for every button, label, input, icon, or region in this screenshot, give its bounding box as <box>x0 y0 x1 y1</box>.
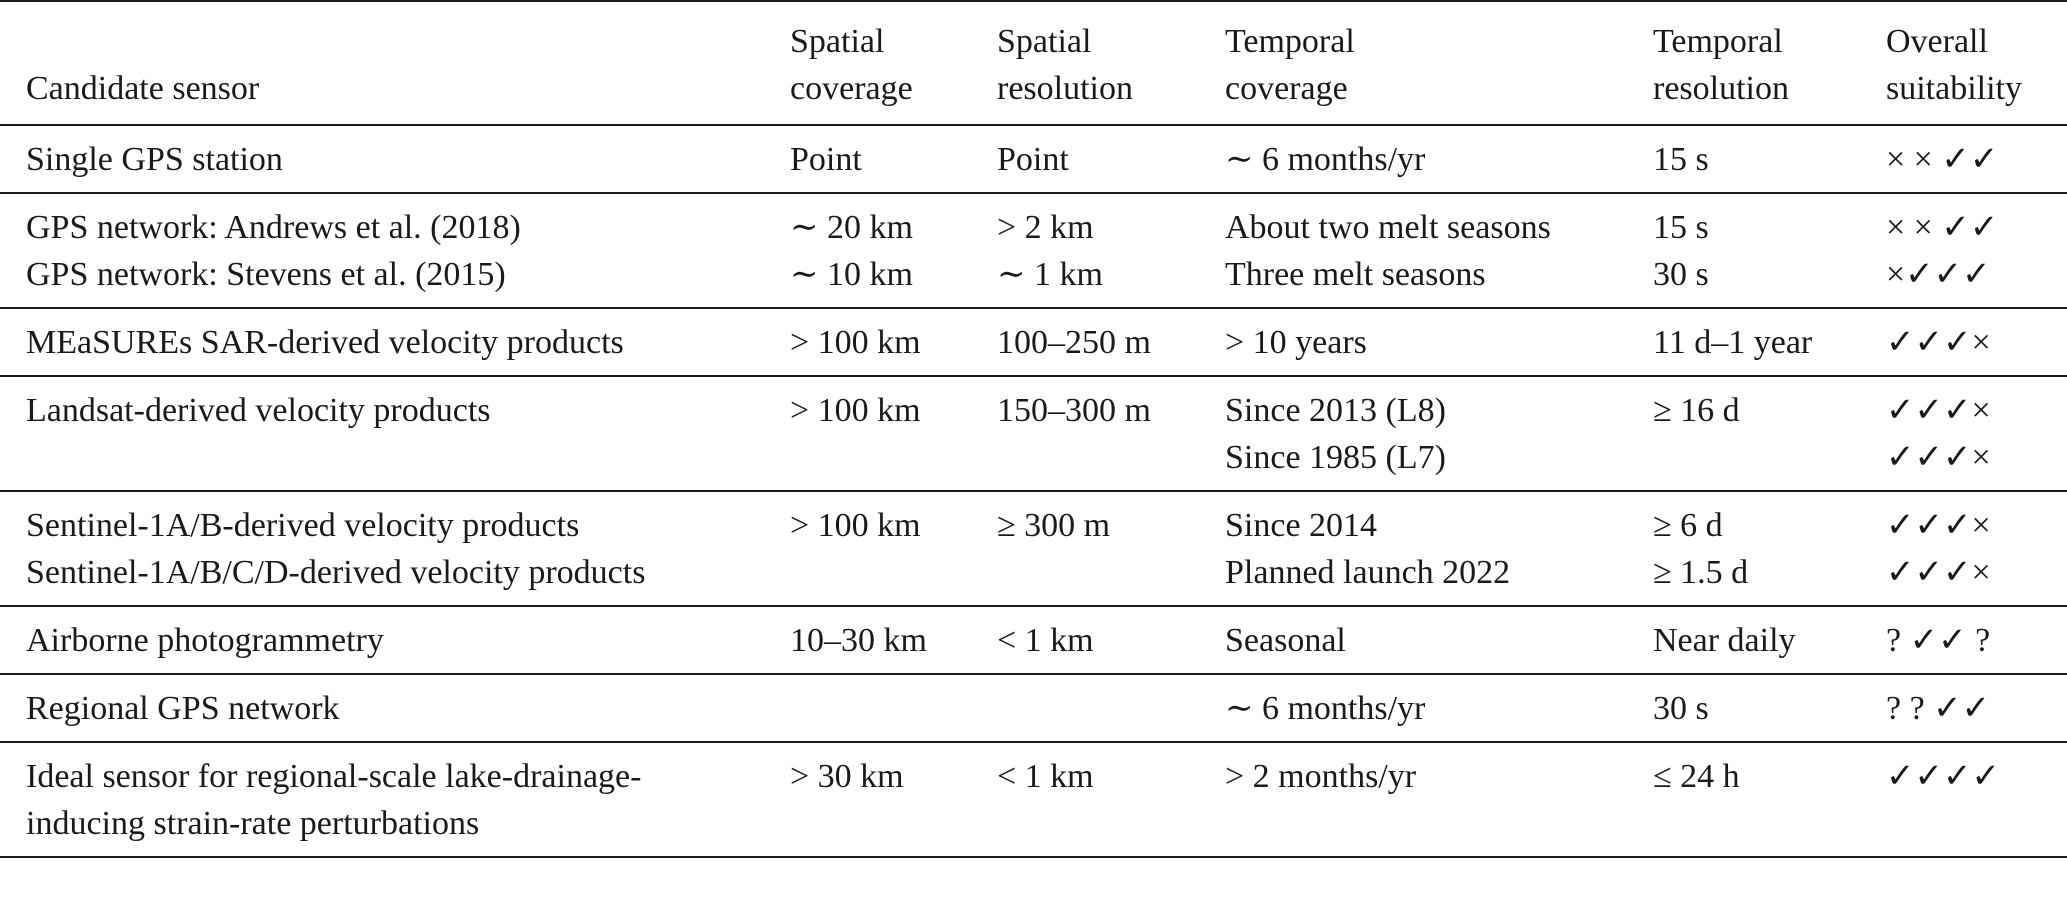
cell-sensor <box>0 125 790 193</box>
cell-line <box>997 549 1225 596</box>
cell-line <box>26 434 790 481</box>
table-row-group <box>0 308 2067 376</box>
cell-line: Seasonal <box>1225 622 1346 659</box>
cell-temporal-resolution <box>1653 193 1886 308</box>
cell-spatial-resolution <box>997 308 1225 376</box>
cell-line: ? ✓✓ ? <box>1886 622 1991 659</box>
cell-line: < 1 km <box>997 622 1094 659</box>
cell-temporal-coverage <box>1225 606 1653 674</box>
cell-line: ✓✓✓× <box>1886 392 1991 429</box>
cell-line: ≥ 16 d <box>1653 392 1740 429</box>
cell-line <box>790 434 997 481</box>
cell-line: > 100 km <box>790 392 921 429</box>
header-line: Temporal <box>1653 23 1783 60</box>
cell-spatial-coverage <box>790 376 997 491</box>
cell-line: Near daily <box>1653 622 1796 659</box>
cell-line: inducing strain-rate perturbations <box>26 805 480 842</box>
cell-temporal-resolution <box>1653 491 1886 606</box>
header-line: coverage <box>790 70 913 107</box>
table-row-group <box>0 491 2067 606</box>
header-line: Overall <box>1886 23 1988 60</box>
cell-suitability <box>1886 674 2067 742</box>
cell-line: ∼ 1 km <box>997 256 1103 293</box>
cell-sensor <box>0 376 790 491</box>
cell-line: ∼ 10 km <box>790 256 913 293</box>
cell-spatial-coverage <box>790 193 997 308</box>
cell-suitability <box>1886 606 2067 674</box>
cell-spatial-resolution <box>997 491 1225 606</box>
table-row-group <box>0 125 2067 193</box>
cell-suitability <box>1886 491 2067 606</box>
header-temporal-coverage <box>1225 1 1653 125</box>
cell-line: ≥ 6 d <box>1653 507 1723 544</box>
cell-line: ×✓✓✓ <box>1886 256 1991 293</box>
cell-suitability <box>1886 193 2067 308</box>
cell-spatial-coverage <box>790 308 997 376</box>
cell-line: 100–250 m <box>997 324 1151 361</box>
cell-line: About two melt seasons <box>1225 209 1551 246</box>
cell-sensor <box>0 742 790 857</box>
cell-spatial-resolution <box>997 193 1225 308</box>
cell-line: 15 s <box>1653 209 1709 246</box>
cell-suitability <box>1886 376 2067 491</box>
cell-temporal-coverage <box>1225 125 1653 193</box>
header-spatial-resolution <box>997 1 1225 125</box>
cell-line: ✓✓✓× <box>1886 324 1991 361</box>
cell-line: Landsat-derived velocity products <box>26 392 491 429</box>
cell-line: 30 s <box>1653 256 1709 293</box>
cell-line: ✓✓✓× <box>1886 554 1991 591</box>
cell-line: > 10 years <box>1225 324 1367 361</box>
cell-line: > 100 km <box>790 507 921 544</box>
cell-sensor <box>0 308 790 376</box>
header-line: Spatial <box>790 23 885 60</box>
header-spatial-coverage <box>790 1 997 125</box>
cell-line: > 30 km <box>790 758 904 795</box>
cell-line: Sentinel-1A/B-derived velocity products <box>26 507 580 544</box>
cell-line: MEaSUREs SAR-derived velocity products <box>26 324 624 361</box>
cell-line: Sentinel-1A/B/C/D-derived velocity products <box>26 554 646 591</box>
cell-line: Ideal sensor for regional-scale lake-drainage- <box>26 758 642 795</box>
cell-sensor <box>0 606 790 674</box>
cell-spatial-resolution <box>997 674 1225 742</box>
cell-line: GPS network: Andrews et al. (2018) <box>26 209 521 246</box>
cell-line <box>997 685 1225 732</box>
cell-temporal-resolution <box>1653 606 1886 674</box>
cell-line: Since 2014 <box>1225 507 1378 544</box>
cell-line: ∼ 6 months/yr <box>1225 141 1426 178</box>
cell-line: 150–300 m <box>997 392 1151 429</box>
cell-spatial-coverage <box>790 674 997 742</box>
cell-spatial-resolution <box>997 606 1225 674</box>
cell-spatial-resolution <box>997 742 1225 857</box>
cell-line: ≥ 300 m <box>997 507 1111 544</box>
cell-spatial-coverage <box>790 606 997 674</box>
header-row <box>0 1 2067 125</box>
table-row-group <box>0 376 2067 491</box>
cell-line: × × ✓✓ <box>1886 141 1999 178</box>
cell-temporal-resolution <box>1653 125 1886 193</box>
cell-line: 30 s <box>1653 690 1709 727</box>
cell-spatial-resolution <box>997 376 1225 491</box>
cell-temporal-resolution <box>1653 308 1886 376</box>
table-row-group <box>0 742 2067 857</box>
cell-line: ∼ 6 months/yr <box>1225 690 1426 727</box>
header-line: resolution <box>997 70 1133 107</box>
header-candidate-sensor <box>0 1 790 125</box>
table-row-group <box>0 674 2067 742</box>
cell-line: ∼ 20 km <box>790 209 913 246</box>
header-overall-suitability <box>1886 1 2067 125</box>
cell-temporal-coverage <box>1225 308 1653 376</box>
cell-line: Since 2013 (L8) <box>1225 392 1446 429</box>
cell-temporal-resolution <box>1653 742 1886 857</box>
cell-temporal-coverage <box>1225 193 1653 308</box>
cell-temporal-coverage <box>1225 674 1653 742</box>
header-temporal-resolution <box>1653 1 1886 125</box>
table-row-group <box>0 606 2067 674</box>
cell-line: Airborne photogrammetry <box>26 622 384 659</box>
cell-spatial-coverage <box>790 491 997 606</box>
cell-sensor <box>0 193 790 308</box>
cell-line: 15 s <box>1653 141 1709 178</box>
cell-line: Since 1985 (L7) <box>1225 439 1446 476</box>
cell-line: > 100 km <box>790 324 921 361</box>
cell-spatial-coverage <box>790 125 997 193</box>
cell-suitability <box>1886 308 2067 376</box>
cell-temporal-coverage <box>1225 742 1653 857</box>
cell-suitability <box>1886 125 2067 193</box>
header-line: Candidate sensor <box>26 70 260 107</box>
cell-line: ≥ 1.5 d <box>1653 554 1749 591</box>
cell-line: ✓✓✓× <box>1886 507 1991 544</box>
header-line: resolution <box>1653 70 1789 107</box>
cell-line: 11 d–1 year <box>1653 324 1813 361</box>
header-line: coverage <box>1225 70 1348 107</box>
cell-line: 10–30 km <box>790 622 927 659</box>
cell-sensor <box>0 491 790 606</box>
cell-temporal-resolution <box>1653 376 1886 491</box>
cell-line: Regional GPS network <box>26 690 340 727</box>
cell-line: Single GPS station <box>26 141 283 178</box>
cell-line: Point <box>997 141 1069 178</box>
cell-line: × × ✓✓ <box>1886 209 1999 246</box>
cell-temporal-coverage <box>1225 376 1653 491</box>
cell-line <box>790 549 997 596</box>
cell-line <box>1653 434 1886 481</box>
cell-line: ✓✓✓✓ <box>1886 758 2000 795</box>
cell-line: Point <box>790 141 862 178</box>
table-body <box>0 125 2067 857</box>
cell-line: > 2 km <box>997 209 1094 246</box>
header-line: suitability <box>1886 70 2022 107</box>
cell-line: Three melt seasons <box>1225 256 1486 293</box>
cell-suitability <box>1886 742 2067 857</box>
header-line: Temporal <box>1225 23 1355 60</box>
cell-sensor <box>0 674 790 742</box>
cell-temporal-resolution <box>1653 674 1886 742</box>
cell-temporal-coverage <box>1225 491 1653 606</box>
cell-line: Planned launch 2022 <box>1225 554 1511 591</box>
cell-line <box>997 434 1225 481</box>
cell-line: > 2 months/yr <box>1225 758 1417 795</box>
cell-spatial-resolution <box>997 125 1225 193</box>
cell-line: < 1 km <box>997 758 1094 795</box>
cell-line: ? ? ✓✓ <box>1886 690 1991 727</box>
cell-line: GPS network: Stevens et al. (2015) <box>26 256 506 293</box>
cell-line: ≤ 24 h <box>1653 758 1740 795</box>
header-line: Spatial <box>997 23 1092 60</box>
cell-line <box>790 685 997 732</box>
table-row-group <box>0 193 2067 308</box>
cell-spatial-coverage <box>790 742 997 857</box>
cell-line: ✓✓✓× <box>1886 439 1991 476</box>
